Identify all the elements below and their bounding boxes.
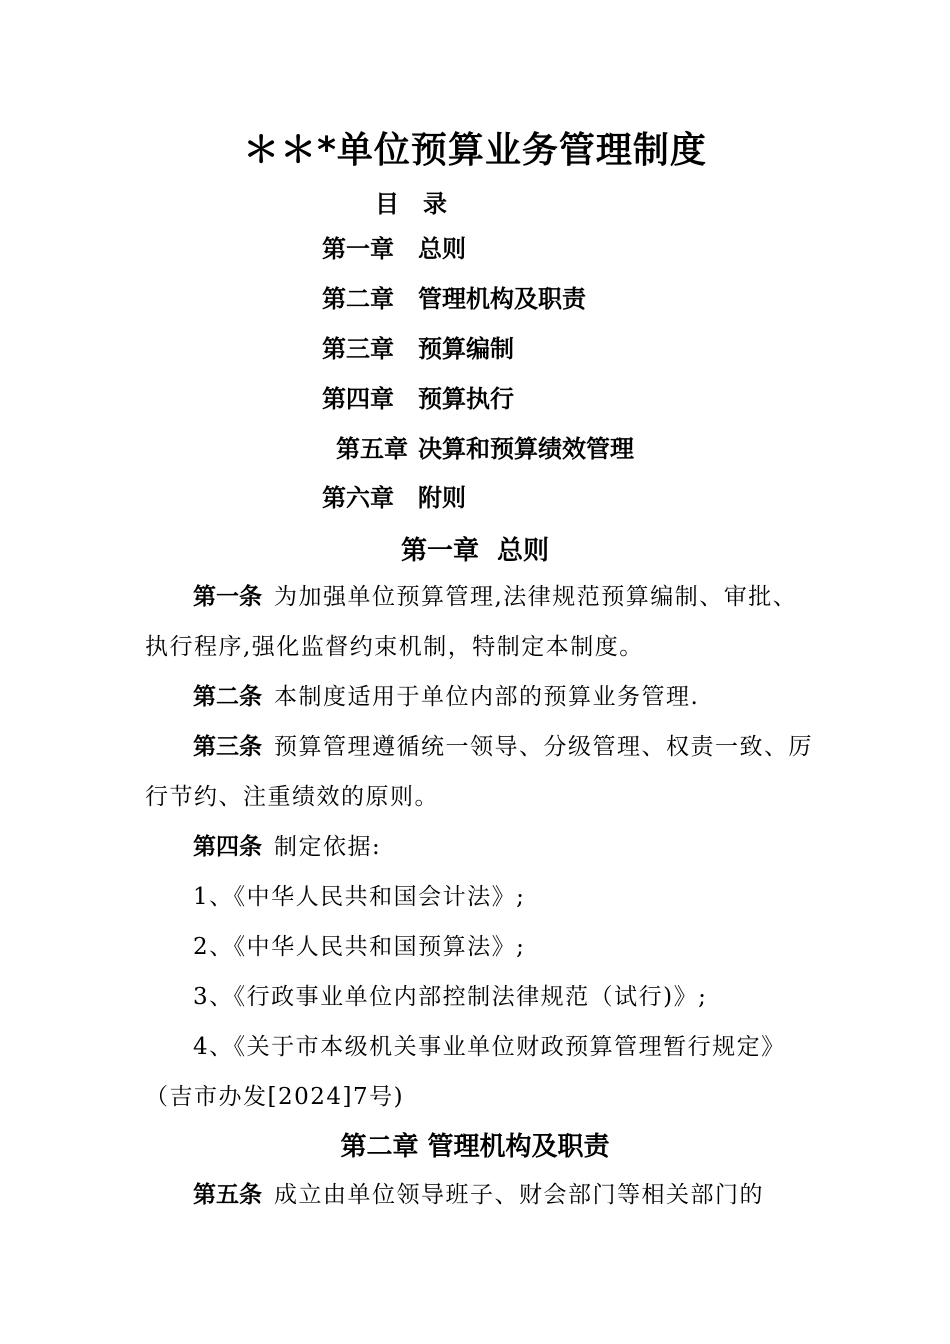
toc-chapter-title: 决算和预算绩效管理 [418,435,634,463]
toc-item-chapter-3 [322,333,514,365]
toc-item-chapter-5 [336,433,634,465]
chapter-2-heading: 第二章 管理机构及职责 [340,1132,610,1162]
article-label: 第四条 [193,834,262,860]
toc-item-chapter-4 [322,383,514,415]
article-5 [145,1170,815,1220]
toc-chapter-number: 第六章 [322,484,394,512]
toc-chapter-number: 第二章 [322,285,394,313]
toc-chapter-number: 第一章 [322,235,394,263]
toc-chapter-number: 第四章 [322,385,394,413]
chapter-1-heading: 第一章 总则 [400,536,550,566]
toc-heading: 目 录 [375,190,447,218]
toc-chapter-title: 预算编制 [418,335,514,363]
basis-item-4: 4、《关于市本级机关事业单位财政预算管理暂行规定》（吉市办发[2024]7号) [145,1034,786,1110]
article-label: 第三条 [193,734,262,760]
toc-chapter-number: 第五章 [336,435,408,463]
basis-item-1: 1、《中华人民共和国会计法》; [193,884,526,910]
article-text: 本制度适用于单位内部的预算业务管理. [274,684,700,710]
toc-item-chapter-6 [322,482,466,514]
article-3 [145,722,815,822]
article-label: 第二条 [193,684,262,710]
article-text: 为加强单位预算管理,法律规范预算编制、审批、执行程序,强化监督约束机制，特制定本制度。 [145,584,798,660]
basis-item-2: 2、《中华人民共和国预算法》; [193,934,526,960]
toc-chapter-number: 第三章 [322,335,394,363]
toc-item-chapter-2 [322,283,586,315]
article-label: 第一条 [193,584,262,610]
article-text: 预算管理遵循统一领导、分级管理、权责一致、厉行节约、注重绩效的原则。 [145,734,813,810]
article-2 [145,672,815,722]
document-title: ＊＊*单位预算业务管理制度 [243,130,707,171]
toc-chapter-title: 管理机构及职责 [418,285,586,313]
article-text: 制定依据: [274,834,382,860]
article-text: 成立由单位领导班子、财会部门等相关部门的 [274,1182,764,1208]
article-4 [145,822,815,872]
toc-chapter-title: 总则 [418,235,466,263]
article-1 [145,572,815,672]
basis-item-3: 3、《行政事业单位内部控制法律规范（试行)》; [193,984,708,1010]
toc-chapter-title: 预算执行 [418,385,514,413]
toc-chapter-title: 附则 [418,484,466,512]
article-label: 第五条 [193,1182,262,1208]
toc-item-chapter-1 [322,233,466,265]
